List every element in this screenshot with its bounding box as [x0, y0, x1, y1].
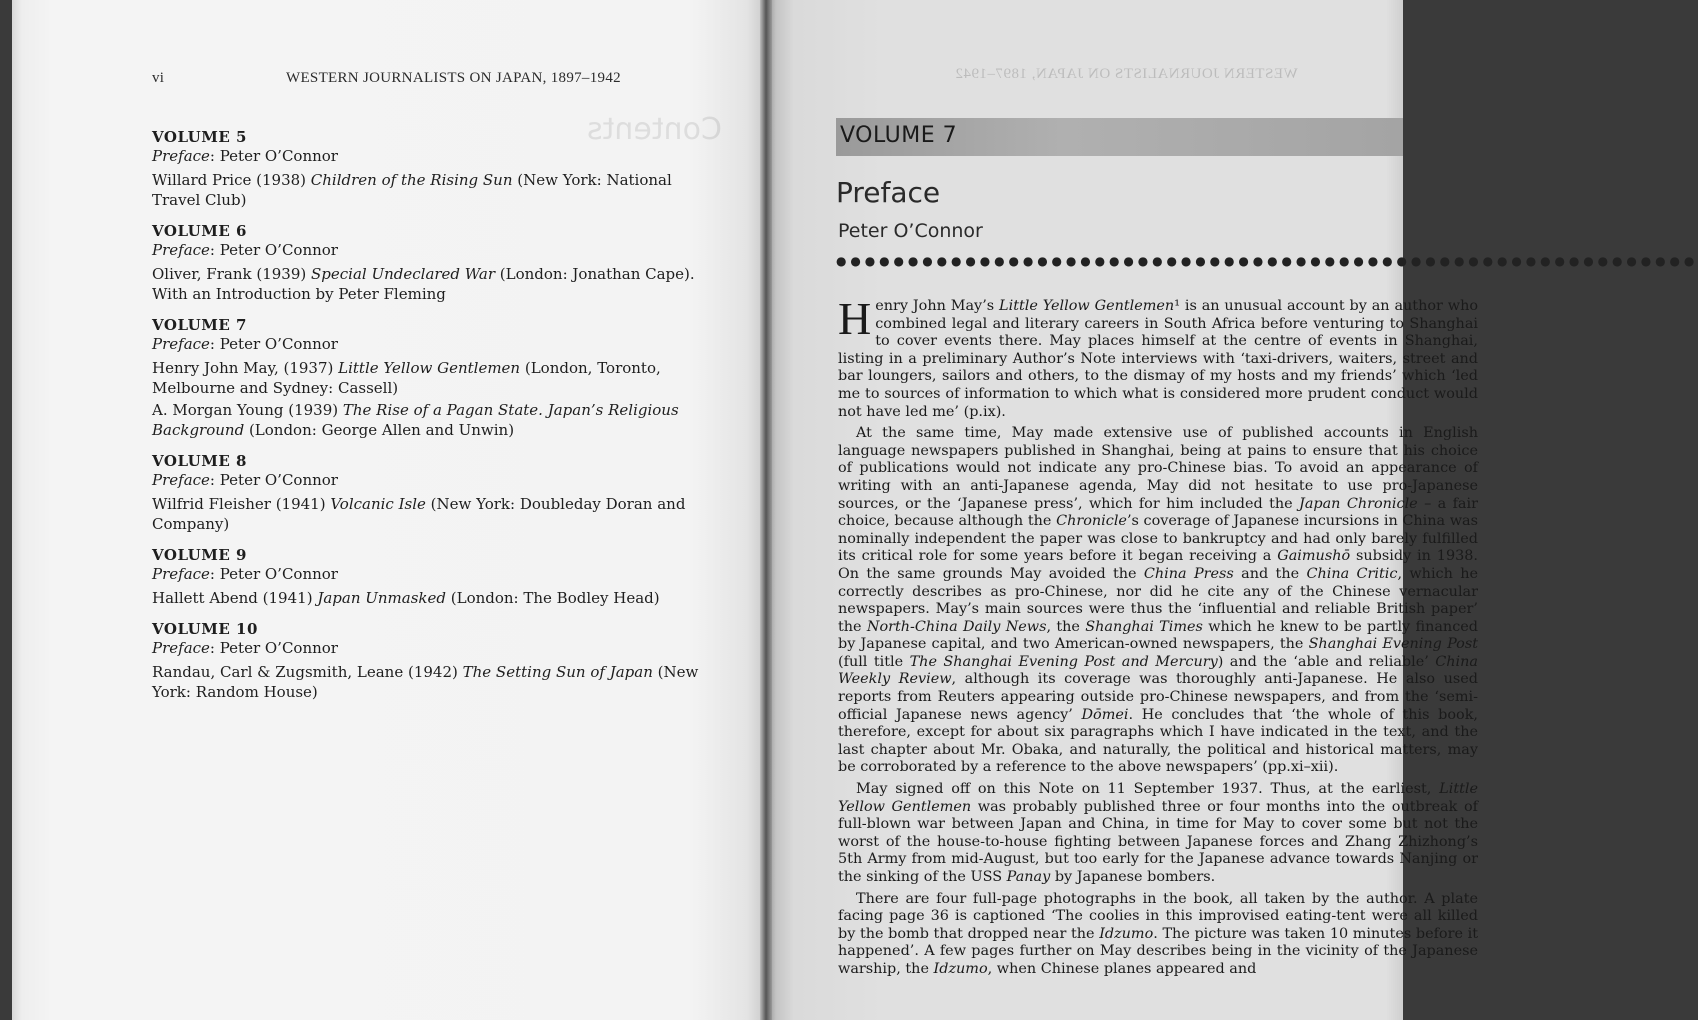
book-entry: A. Morgan Young (1939) The Rise of a Pagan State. Japan’s Religious Background (London: George Allen and Unwin) [152, 401, 679, 439]
volume-title: VOLUME 5 [152, 128, 247, 146]
paragraph [838, 425, 1478, 777]
right-page-text-clip [766, 0, 1479, 1020]
book-entry: Hallett Abend (1941) Japan Unmasked (London: The Bodley Head) [152, 589, 660, 607]
book-entry: Wilfrid Fleisher (1941) Volcanic Isle (New York: Doubleday Doran and Company) [152, 495, 686, 533]
volume-preface: Preface: Peter O’Connor [152, 335, 338, 353]
page-number: vi [152, 70, 165, 86]
volume-preface: Preface: Peter O’Connor [152, 639, 338, 657]
show-through-heading: Contents [587, 112, 722, 147]
volume-entry [152, 620, 712, 702]
volume-preface: Preface: Peter O’Connor [152, 147, 338, 165]
chapter-author: Peter O’Connor [838, 220, 983, 242]
volume-entry [152, 222, 712, 304]
volume-preface: Preface: Peter O’Connor [152, 241, 338, 259]
paragraph [838, 891, 1478, 979]
volume-entry [152, 316, 712, 440]
volume-title: VOLUME 6 [152, 222, 247, 240]
paragraph-text: enry John May’s Little Yellow Gentlemen¹ is an unusual account by an author who combined legal and literary careers in South Africa before venturing to Shanghai to cover events there. May places himself at the centre of events in Shanghai, listing in a preliminary Author’s Note interviews with ‘taxi-drivers, waiters, street and bar loungers, sailors and others, to the dismay of my hosts and my friends’ which ‘led me to sources of information to which what is considered more prudent conduct would not have led me’ (p.ix). [838, 298, 1479, 420]
volume-entry [152, 128, 712, 210]
running-title: WESTERN JOURNALISTS ON JAPAN, 1897–1942 [286, 70, 621, 86]
dotted-rule: ●●●●●●●●●●●●●●●●●●●●●●●●●●●●●●●●●●●●●●●●●●●●●●●●●●●●●●●●●●●● [836, 254, 1698, 268]
paragraph-text: There are four full-page photographs in the book, all taken by the author. A plate facing page 36 is captioned ‘The coolies in this improvised eating-tent were all killed by the bomb that dropped near the Idzumo. The picture was taken 10 minutes before it happened’. A few pages further on May describes being in the vicinity of the Japanese warship, the Idzumo, when Chinese planes appeared and [838, 890, 1478, 977]
volume-title: VOLUME 8 [152, 452, 247, 470]
preface-body [838, 293, 1479, 983]
paragraph [838, 781, 1478, 887]
volume-preface: Preface: Peter O’Connor [152, 471, 338, 489]
left-page [12, 0, 766, 1020]
volume-title: VOLUME 7 [152, 316, 247, 334]
volume-preface: Preface: Peter O’Connor [152, 565, 338, 583]
paragraph-text: May signed off on this Note on 11 September 1937. Thus, at the earliest, Little Yellow Gentlemen was probably published three or four months into the outbreak of full-blown war between Japan and China, in time for May to cover some but not the worst of the house-to-house fighting between Japanese forces and Zhang Zhizhong’s 5th Army from mid-August, but too early for the Japanese advance towards Nanjing or the sinking of the USS Panay by Japanese bombers. [838, 781, 1478, 885]
paragraph [838, 293, 1479, 421]
chapter-heading: Preface [836, 176, 941, 209]
volume-title: VOLUME 9 [152, 546, 247, 564]
drop-cap: H [838, 293, 872, 344]
paragraph-text: At the same time, May made extensive use of published accounts in English language newspapers published in Shanghai, being at pains to ensure that his choice of publications would not indicate any pro-Chinese bias. To avoid an appearance of writing with an anti-Japanese agenda, May did not hesitate to use pro-Japanese sources, or the ‘Japanese press’, which for him included the Japan Chronicle – a fair choice, because although the Chronicle’s coverage of Japanese incursions in China was nominally independent the paper was close to bankruptcy and had only barely fulfilled its critical role for some years before it began receiving a Gaimushō subsidy in 1938. On the same grounds May avoided the China Press and the China Critic, which he correctly describes as pro-Chinese, nor did he cite any of the Chinese vernacular newspapers. May’s main sources were thus the ‘influential and reliable British paper’ the North-China Daily News, the Shanghai Times which he knew to be partly financed by Japanese capital, and two American-owned newspapers, the Shanghai Evening Post (full title The Shanghai Evening Post and Mercury) and the ‘able and reliable’ China Weekly Review, although its coverage was thoroughly anti-Japanese. He also used reports from Reuters appearing outside pro-Chinese newspapers, and from the ‘semi-official Japanese news agency’ Dōmei. He concludes that ‘the whole of this book, therefore, except for about six paragraphs which I have indicated in the text, and the last chapter about Mr. Obaka, and naturally, the political and historical matters, may be corroborated by a reference to the above newspapers’ (pp.xi–xii). [838, 425, 1479, 776]
show-through-running-title: WESTERN JOURNALISTS ON JAPAN, 1897–1942 [955, 66, 1298, 82]
volume-banner-label: VOLUME 7 [840, 123, 958, 148]
book-entry: Randau, Carl & Zugsmith, Leane (1942) The Setting Sun of Japan (New York: Random House) [152, 663, 699, 701]
book-entry: Henry John May, (1937) Little Yellow Gentlemen (London, Toronto, Melbourne and Sydney: Cassell) [152, 359, 661, 397]
book-entry: Willard Price (1938) Children of the Rising Sun (New York: National Travel Club) [152, 171, 672, 209]
contents-list [152, 128, 712, 714]
volume-title: VOLUME 10 [152, 620, 258, 638]
volume-entry [152, 452, 712, 534]
volume-entry [152, 546, 712, 608]
book-entry: Oliver, Frank (1939) Special Undeclared War (London: Jonathan Cape). With an Introduction by Peter Fleming [152, 265, 695, 303]
